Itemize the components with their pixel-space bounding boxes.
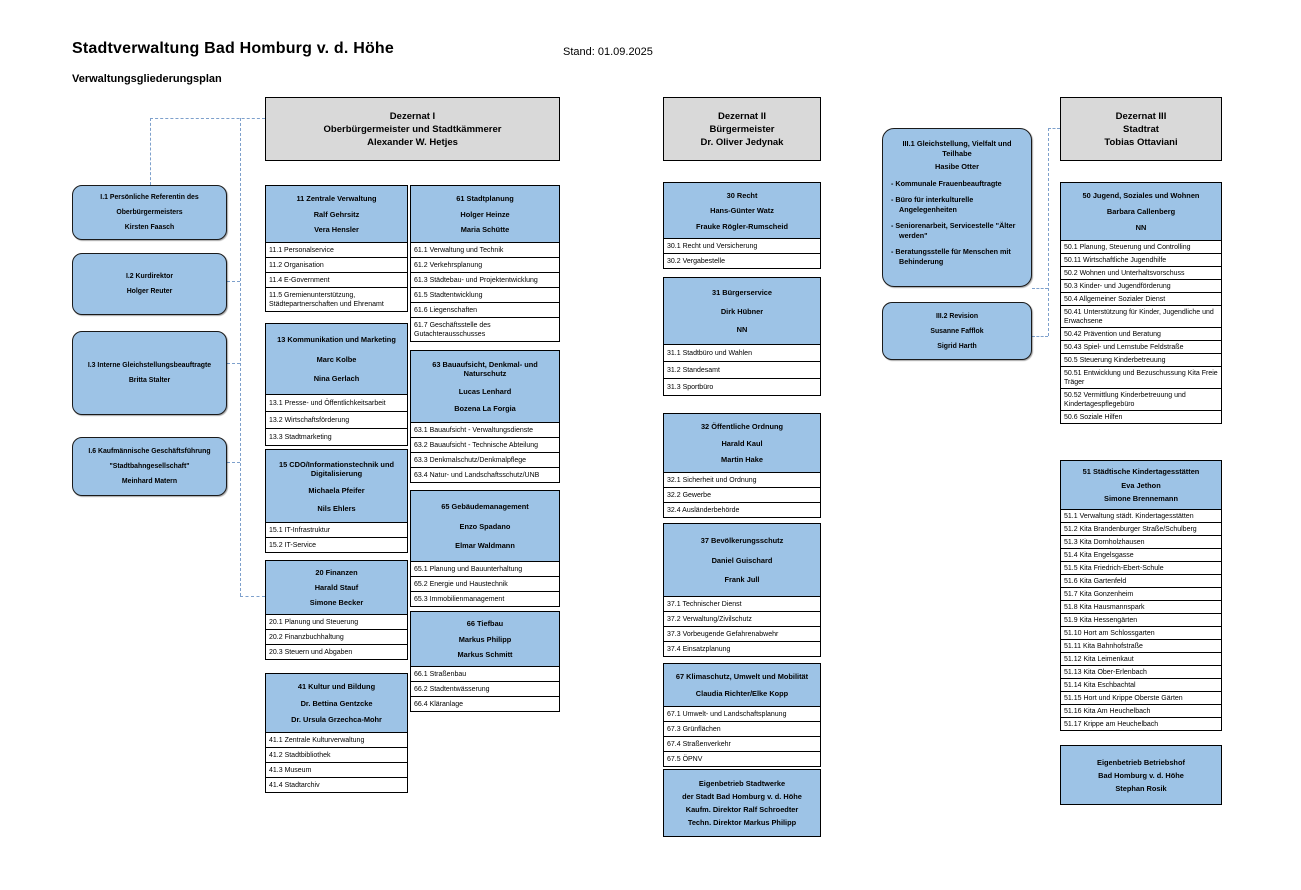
dept-item: 65.1 Planung und Bauunterhaltung <box>410 562 560 577</box>
stand-date: Stand: 01.09.2025 <box>563 46 653 58</box>
dept-item-list <box>663 345 821 396</box>
dezernat-header-line: Dezernat I <box>389 110 436 122</box>
dept-header <box>410 490 560 562</box>
dept-d15 <box>265 449 408 553</box>
dept-leader: Simone Brennemann <box>1104 494 1178 504</box>
dept-header <box>265 323 408 395</box>
dept-title: 67 Klimaschutz, Umwelt und Mobilität <box>675 672 809 682</box>
dept-item-list <box>410 562 560 607</box>
dept-title: 66 Tiefbau <box>466 619 504 629</box>
dept-title: 41 Kultur und Bildung <box>297 682 376 692</box>
dept-leader: Frauke Rögler-Rumscheid <box>696 221 788 231</box>
connector-line <box>150 118 265 119</box>
dept-item: 51.15 Hort und Krippe Oberste Gärten <box>1060 692 1222 705</box>
dept-item-list <box>265 615 408 660</box>
dept-item: 11.1 Personalservice <box>265 243 408 258</box>
dept-item: 11.4 E-Government <box>265 273 408 288</box>
staff-box-line: Meinhard Matern <box>121 478 178 485</box>
staff-box-line: "Stadtbahngesellschaft" <box>109 463 190 470</box>
dept-d13 <box>265 323 408 446</box>
dept-leader: Dirk Hübner <box>720 306 764 316</box>
dept-item: 61.7 Geschäftsstelle des Gutachterausschusses <box>410 318 560 342</box>
dept-d63 <box>410 350 560 483</box>
staff-box-line: I.3 Interne Gleichstellungsbeauftragte <box>87 362 212 369</box>
dept-item: 50.41 Unterstützung für Kinder, Jugendliche und Erwachsene <box>1060 306 1222 328</box>
dept-item: 37.2 Verwaltung/Zivilschutz <box>663 612 821 627</box>
dept-item: 67.1 Umwelt- und Landschaftsplanung <box>663 707 821 722</box>
dept-item: 31.2 Standesamt <box>663 362 821 379</box>
equality-office-title: III.1 Gleichstellung, Vielfalt und Teilhabe <box>902 139 1012 158</box>
dept-item: 31.1 Stadtbüro und Wahlen <box>663 345 821 362</box>
connector-line <box>227 281 240 282</box>
dept-item: 51.11 Kita Bahnhofstraße <box>1060 640 1222 653</box>
dept-item-list <box>663 239 821 269</box>
equality-office-bullet: - Büro für interkulturelle Angelegenheiten <box>891 195 974 214</box>
dept-d65 <box>410 490 560 607</box>
dept-header <box>410 350 560 423</box>
dept-item: 41.3 Museum <box>265 763 408 778</box>
dept-title: 37 Bevölkerungsschutz <box>700 535 784 545</box>
enterprise-box-line: Techn. Direktor Markus Philipp <box>687 818 797 827</box>
dept-leader: Barbara Callenberg <box>1106 207 1176 216</box>
dept-header <box>1060 460 1222 510</box>
dept-item: 61.2 Verkehrsplanung <box>410 258 560 273</box>
dezernat-header-line: Bürgermeister <box>709 123 775 135</box>
dept-item: 61.3 Städtebau- und Projektentwicklung <box>410 273 560 288</box>
staff-box-line: Oberbürgermeisters <box>116 209 183 216</box>
staff-box-line: I.1 Persönliche Referentin des <box>100 194 199 201</box>
dept-item: 66.2 Stadtentwässerung <box>410 682 560 697</box>
enterprise-box-line: Eigenbetrieb Betriebshof <box>1097 757 1185 767</box>
dept-d51 <box>1060 460 1222 731</box>
dept-title: 15 CDO/Informationstechnik und Digitalisierung <box>279 459 394 478</box>
staff-box-i2 <box>72 253 227 315</box>
dept-item: 13.3 Stadtmarketing <box>265 429 408 446</box>
dept-title: 31 Bürgerservice <box>712 288 772 298</box>
dept-item-list <box>663 597 821 657</box>
dept-header <box>265 185 408 243</box>
dept-leader: Hans-Günter Watz <box>710 206 774 215</box>
dezernat-header-line: Oberbürgermeister und Stadtkämmerer <box>323 123 502 135</box>
dept-leader: Enzo Spadano <box>459 521 511 531</box>
dezernat-header-line: Tobias Ottaviani <box>1104 136 1178 148</box>
dept-title: 11 Zentrale Verwaltung <box>296 193 377 203</box>
dept-leader: Nina Gerlach <box>313 373 360 383</box>
dept-leader: Elmar Waldmann <box>455 540 515 550</box>
dept-header <box>265 673 408 733</box>
dept-item: 51.3 Kita Dornholzhausen <box>1060 536 1222 549</box>
connector-line <box>1048 128 1060 129</box>
dezernat-header-line: Dezernat III <box>1115 110 1167 122</box>
dept-item: 50.51 Entwicklung und Bezuschussung Kita Freie Träger <box>1060 367 1222 389</box>
dept-d11 <box>265 185 408 312</box>
dezernat-header-dez2 <box>663 97 821 161</box>
dept-item: 41.1 Zentrale Kulturverwaltung <box>265 733 408 748</box>
dept-item-list <box>663 473 821 518</box>
dept-title: 13 Kommunikation und Marketing <box>277 335 396 345</box>
dept-item-list <box>265 733 408 793</box>
dept-title: 65 Gebäudemanagement <box>441 502 529 512</box>
dept-leader: Markus Philipp <box>458 634 512 644</box>
staff-box-i1 <box>72 185 227 240</box>
dept-title: 51 Städtische Kindertagesstätten <box>1082 466 1200 476</box>
dept-item-list <box>1060 241 1222 424</box>
dept-item-list <box>663 707 821 767</box>
enterprise-box-line: Kaufm. Direktor Ralf Schroedter <box>685 805 799 814</box>
dept-item: 20.2 Finanzbuchhaltung <box>265 630 408 645</box>
connector-line <box>227 462 240 463</box>
dezernat-header-dez3 <box>1060 97 1222 161</box>
dept-title: 32 Öffentliche Ordnung <box>700 422 784 432</box>
dept-item: 37.1 Technischer Dienst <box>663 597 821 612</box>
equality-office-bullet: - Kommunale Frauenbeauftragte <box>891 178 1002 188</box>
dept-leader: Martin Hake <box>721 454 763 464</box>
dept-d41 <box>265 673 408 793</box>
dept-title: 61 Stadtplanung <box>456 193 514 203</box>
connector-line <box>240 596 265 597</box>
connector-line <box>1048 128 1049 336</box>
dept-item: 51.16 Kita Am Heuchelbach <box>1060 705 1222 718</box>
dept-item-list <box>265 523 408 553</box>
dept-item: 37.4 Einsatzplanung <box>663 642 821 657</box>
dept-item: 50.6 Soziale Hilfen <box>1060 411 1222 424</box>
dept-item: 41.2 Stadtbibliothek <box>265 748 408 763</box>
dept-item-list <box>1060 510 1222 731</box>
dept-d20 <box>265 560 408 660</box>
enterprise-box-sw <box>663 769 821 837</box>
dept-header <box>663 413 821 473</box>
staff-box-line: Kirsten Faasch <box>124 224 175 231</box>
dept-item: 15.1 IT-Infrastruktur <box>265 523 408 538</box>
dept-leader: Vera Hensler <box>314 225 359 235</box>
dept-item: 61.6 Liegenschaften <box>410 303 560 318</box>
dept-item: 41.4 Stadtarchiv <box>265 778 408 793</box>
dept-leader: NN <box>736 324 748 334</box>
dept-leader: Ralf Gehrsitz <box>313 209 360 219</box>
staff-box-line: I.6 Kaufmännische Geschäftsführung <box>88 448 211 455</box>
dept-item-list <box>265 395 408 446</box>
dept-item: 50.42 Prävention und Beratung <box>1060 328 1222 341</box>
dept-item: 63.2 Bauaufsicht - Technische Abteilung <box>410 438 560 453</box>
dept-title: 30 Recht <box>726 190 758 200</box>
dept-leader: Harald Kaul <box>721 438 763 448</box>
dept-item: 11.2 Organisation <box>265 258 408 273</box>
dept-leader: Lucas Lenhard <box>458 386 512 396</box>
dept-header <box>265 449 408 523</box>
dept-item: 32.2 Gewerbe <box>663 488 821 503</box>
dept-item: 50.5 Steuerung Kinderbetreuung <box>1060 354 1222 367</box>
dept-item: 50.1 Planung, Steuerung und Controlling <box>1060 241 1222 254</box>
dept-item: 66.4 Kläranlage <box>410 697 560 712</box>
dept-d67 <box>663 663 821 767</box>
dezernat-header-dez1 <box>265 97 560 161</box>
connector-line <box>240 118 241 596</box>
equality-office-bullet: - Seniorenarbeit, Servicestelle "Älter werden" <box>891 221 1016 240</box>
dept-item: 65.3 Immobilienmanagement <box>410 592 560 607</box>
dept-item: 32.4 Ausländerbehörde <box>663 503 821 518</box>
dept-leader: Dr. Ursula Grzechca-Mohr <box>291 714 382 724</box>
dept-item: 51.5 Kita Friedrich-Ebert-Schule <box>1060 562 1222 575</box>
dept-item: 31.3 Sportbüro <box>663 379 821 396</box>
dezernat-header-line: Stadtrat <box>1123 123 1159 135</box>
dept-item: 51.7 Kita Gonzenheim <box>1060 588 1222 601</box>
dept-item: 66.1 Straßenbau <box>410 667 560 682</box>
dept-leader: Markus Schmitt <box>457 649 513 659</box>
dept-leader: Harald Stauf <box>314 583 359 592</box>
dept-item: 50.2 Wohnen und Unterhaltsvorschuss <box>1060 267 1222 280</box>
dept-d32 <box>663 413 821 518</box>
staff-box-iii2 <box>882 302 1032 360</box>
dept-item: 51.10 Hort am Schlossgarten <box>1060 627 1222 640</box>
equality-office-box <box>882 128 1032 287</box>
dept-item: 63.4 Natur- und Landschaftsschutz/UNB <box>410 468 560 483</box>
dept-d31 <box>663 277 821 396</box>
dept-leader: Nils Ehlers <box>317 503 356 513</box>
dept-leader: Claudia Richter/Elke Kopp <box>695 688 789 698</box>
dezernat-header-line: Dezernat II <box>717 110 767 122</box>
staff-box-line: Britta Stalter <box>128 377 171 384</box>
dept-title: 63 Bauaufsicht, Denkmal- und Naturschutz <box>432 360 538 379</box>
dept-item: 50.43 Spiel- und Lernstube Feldstraße <box>1060 341 1222 354</box>
dept-item: 61.5 Stadtentwicklung <box>410 288 560 303</box>
dept-header <box>265 560 408 615</box>
dept-item-list <box>410 667 560 712</box>
equality-office-bullet-list <box>891 179 1023 267</box>
connector-line <box>1032 288 1048 289</box>
connector-line <box>227 363 240 364</box>
dept-leader: Frank Jull <box>724 575 760 585</box>
dept-item: 50.4 Allgemeiner Sozialer Dienst <box>1060 293 1222 306</box>
dept-title: 20 Finanzen <box>315 568 358 577</box>
dept-item-list <box>265 243 408 312</box>
dept-item: 30.1 Recht und Versicherung <box>663 239 821 254</box>
dept-item: 63.1 Bauaufsicht - Verwaltungsdienste <box>410 423 560 438</box>
dept-item: 67.3 Grünflächen <box>663 722 821 737</box>
staff-box-line: Sigrid Harth <box>937 342 977 350</box>
dept-leader: Dr. Bettina Gentzcke <box>300 698 373 708</box>
dept-item: 51.14 Kita Eschbachtal <box>1060 679 1222 692</box>
dept-item: 51.1 Verwaltung städt. Kindertagesstätten <box>1060 510 1222 523</box>
dept-leader: Eva Jethon <box>1121 480 1161 490</box>
connector-line <box>150 118 151 185</box>
dept-item: 51.12 Kita Leimenkaut <box>1060 653 1222 666</box>
enterprise-box-line: Eigenbetrieb Stadtwerke <box>698 779 786 788</box>
page-subtitle: Verwaltungsgliederungsplan <box>72 73 222 85</box>
dept-d30 <box>663 182 821 269</box>
dept-item: 51.17 Krippe am Heuchelbach <box>1060 718 1222 731</box>
staff-box-line: Susanne Fafflok <box>930 327 984 335</box>
staff-box-line: III.2 Revision <box>935 312 979 320</box>
page-title: Stadtverwaltung Bad Homburg v. d. Höhe <box>72 40 394 57</box>
dept-item-list <box>410 243 560 342</box>
dept-header <box>410 611 560 667</box>
dept-item: 51.4 Kita Engelsgasse <box>1060 549 1222 562</box>
enterprise-box-line: Bad Homburg v. d. Höhe <box>1098 770 1184 780</box>
dept-d61 <box>410 185 560 342</box>
dept-leader: Bozena La Forgia <box>454 403 516 413</box>
dezernat-header-line: Dr. Oliver Jedynak <box>700 136 784 148</box>
dept-item: 61.1 Verwaltung und Technik <box>410 243 560 258</box>
staff-box-i6 <box>72 437 227 496</box>
dept-header <box>1060 182 1222 241</box>
dept-leader: Maria Schütte <box>460 225 510 235</box>
dept-item: 32.1 Sicherheit und Ordnung <box>663 473 821 488</box>
dept-item: 11.5 Gremienunterstützung, Städtepartnerschaften und Ehrenamt <box>265 288 408 312</box>
staff-box-line: Holger Reuter <box>126 288 173 295</box>
dept-leader: Simone Becker <box>309 598 364 607</box>
enterprise-box-line: der Stadt Bad Homburg v. d. Höhe <box>682 792 802 801</box>
dept-item: 13.2 Wirtschaftsförderung <box>265 412 408 429</box>
dept-header <box>663 523 821 597</box>
dept-item: 67.5 ÖPNV <box>663 752 821 767</box>
enterprise-box-line: Stephan Rosik <box>1115 783 1167 793</box>
dezernat-header-line: Alexander W. Hetjes <box>367 136 458 148</box>
dept-item: 37.3 Vorbeugende Gefahrenabwehr <box>663 627 821 642</box>
staff-box-line: I.2 Kurdirektor <box>125 273 174 280</box>
dept-item: 30.2 Vergabestelle <box>663 254 821 269</box>
dept-item: 65.2 Energie und Haustechnik <box>410 577 560 592</box>
dept-item: 20.3 Steuern und Abgaben <box>265 645 408 660</box>
dept-title: 50 Jugend, Soziales und Wohnen <box>1082 191 1200 200</box>
connector-line <box>1032 336 1048 337</box>
dept-header <box>410 185 560 243</box>
dept-leader: NN <box>1135 223 1147 232</box>
dept-leader: Michaela Pfeifer <box>308 486 365 495</box>
dept-item: 50.11 Wirtschaftliche Jugendhilfe <box>1060 254 1222 267</box>
dept-header <box>663 182 821 239</box>
dept-item: 51.9 Kita Hessengärten <box>1060 614 1222 627</box>
dept-leader: Holger Heinze <box>460 209 510 219</box>
dept-item: 20.1 Planung und Steuerung <box>265 615 408 630</box>
dept-item: 51.6 Kita Gartenfeld <box>1060 575 1222 588</box>
dept-item: 13.1 Presse- und Öffentlichkeitsarbeit <box>265 395 408 412</box>
dept-d37 <box>663 523 821 657</box>
dept-item: 50.3 Kinder- und Jugendförderung <box>1060 280 1222 293</box>
enterprise-box-bh <box>1060 745 1222 805</box>
equality-office-bullet: - Beratungsstelle für Menschen mit Behinderung <box>891 247 1011 266</box>
dept-header <box>663 663 821 707</box>
staff-box-i3 <box>72 331 227 415</box>
dept-item: 51.2 Kita Brandenburger Straße/Schulberg <box>1060 523 1222 536</box>
dept-item: 15.2 IT-Service <box>265 538 408 553</box>
dept-d66 <box>410 611 560 712</box>
dept-leader: Daniel Guischard <box>711 555 773 565</box>
dept-leader: Marc Kolbe <box>316 354 357 364</box>
dept-item-list <box>410 423 560 483</box>
equality-office-leader: Hasibe Otter <box>935 162 979 171</box>
dept-header <box>663 277 821 345</box>
dept-item: 67.4 Straßenverkehr <box>663 737 821 752</box>
dept-item: 51.13 Kita Ober-Erlenbach <box>1060 666 1222 679</box>
dept-item: 51.8 Kita Hausmannspark <box>1060 601 1222 614</box>
dept-item: 50.52 Vermittlung Kinderbetreuung und Kindertagespflegebüro <box>1060 389 1222 411</box>
dept-d50 <box>1060 182 1222 424</box>
dept-item: 63.3 Denkmalschutz/Denkmalpflege <box>410 453 560 468</box>
